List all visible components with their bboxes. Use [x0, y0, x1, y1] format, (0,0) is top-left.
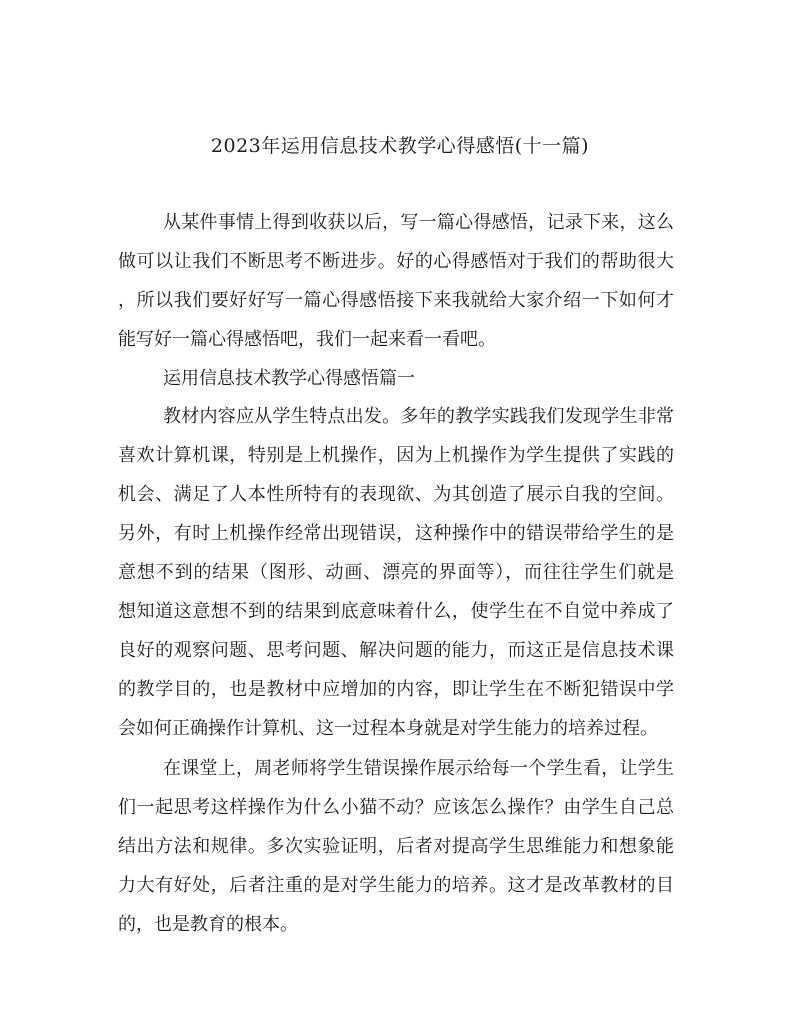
document-title: 2023年运用信息技术教学心得感悟(十一篇)	[210, 135, 590, 157]
paragraph-2-line-1: 教材内容应从学生特点出发。多年的教学实践我们发现学生非常	[163, 406, 674, 427]
paragraph-2-line-2: 喜欢计算机课，特别是上机操作，因为上机操作为学生提供了实践的	[118, 445, 674, 466]
paragraph-1-line-1: 从某件事情上得到收获以后，写一篇心得感悟，记录下来，这么	[163, 212, 674, 233]
paragraph-1-line-2: 做可以让我们不断思考不断进步。好的心得感悟对于我们的帮助很大	[118, 251, 674, 272]
paragraph-3-line-1: 在课堂上，周老师将学生错误操作展示给每一个学生看，让学生	[163, 758, 674, 779]
paragraph-2-line-8: 的教学目的，也是教材中应增加的内容，即让学生在不断犯错误中学	[118, 679, 674, 700]
section-heading: 运用信息技术教学心得感悟篇一	[163, 368, 415, 389]
paragraph-1-line-4: 能写好一篇心得感悟吧，我们一起来看一看吧。	[118, 329, 496, 350]
paragraph-2-line-7: 良好的观察问题、思考问题、解决问题的能力，而这正是信息技术课	[118, 640, 674, 661]
paragraph-3-line-2: 们一起思考这样操作为什么小猫不动？应该怎么操作？由学生自己总	[118, 797, 674, 818]
paragraph-3-line-3: 结出方法和规律。多次实验证明，后者对提高学生思维能力和想象能	[118, 836, 674, 857]
paragraph-1-line-3: ，所以我们要好好写一篇心得感悟接下来我就给大家介绍一下如何才	[118, 290, 674, 311]
paragraph-3-line-4: 力大有好处，后者注重的是对学生能力的培养。这才是改革教材的目	[118, 875, 674, 896]
paragraph-2-line-9: 会如何正确操作计算机、这一过程本身就是对学生能力的培养过程。	[118, 718, 658, 739]
paragraph-3-line-5: 的，也是教育的根本。	[118, 914, 298, 935]
paragraph-2-line-3: 机会、满足了人本性所特有的表现欲、为其创造了展示自我的空间。	[118, 484, 674, 505]
paragraph-2-line-5: 意想不到的结果（图形、动画、漂亮的界面等），而往往学生们就是	[118, 562, 674, 583]
paragraph-2-line-6: 想知道这意想不到的结果到底意味着什么，使学生在不自觉中养成了	[118, 601, 674, 622]
paragraph-2-line-4: 另外，有时上机操作经常出现错误，这种操作中的错误带给学生的是	[118, 523, 674, 544]
